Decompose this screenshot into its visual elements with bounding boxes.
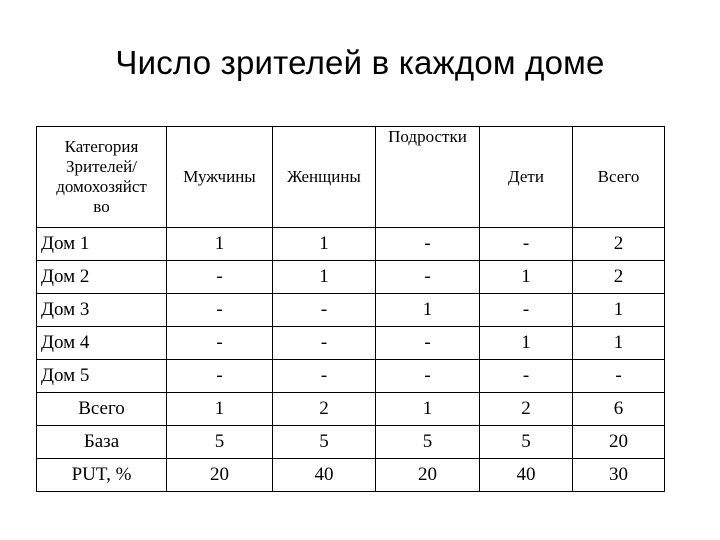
cell-women: - — [273, 294, 376, 327]
row-label: Дом 3 — [37, 294, 167, 327]
cell-kids: - — [480, 228, 573, 261]
cell-teens: - — [376, 360, 480, 393]
row-label: Дом 1 — [37, 228, 167, 261]
cell-men: - — [167, 294, 273, 327]
cell-men: - — [167, 327, 273, 360]
cell-men: 1 — [167, 228, 273, 261]
cell-teens: - — [376, 261, 480, 294]
cell-total: 2 — [573, 228, 665, 261]
cell-total: 20 — [573, 426, 665, 459]
header-men: Мужчины — [167, 127, 273, 228]
cell-teens: - — [376, 327, 480, 360]
table-row — [37, 294, 665, 327]
cell-teens: - — [376, 228, 480, 261]
page-title: Число зрителей в каждом доме — [115, 44, 605, 81]
cell-women: 1 — [273, 261, 376, 294]
cell-total: 6 — [573, 393, 665, 426]
header-teens: Подростки — [376, 127, 480, 228]
cell-teens: 20 — [376, 459, 480, 492]
cell-total: 30 — [573, 459, 665, 492]
row-label: Всего — [37, 393, 167, 426]
cell-kids: 1 — [480, 261, 573, 294]
viewers-table — [36, 126, 665, 492]
cell-women: - — [273, 327, 376, 360]
table-header-row — [37, 127, 665, 228]
cell-men: - — [167, 360, 273, 393]
cell-men: 20 — [167, 459, 273, 492]
cell-women: 5 — [273, 426, 376, 459]
cell-teens: 1 — [376, 393, 480, 426]
row-label: PUT, % — [37, 459, 167, 492]
row-label: Дом 5 — [37, 360, 167, 393]
header-category: Категория Зрителей/ домохозяйст во — [37, 127, 167, 228]
cell-kids: 40 — [480, 459, 573, 492]
cell-men: 1 — [167, 393, 273, 426]
table-row — [37, 261, 665, 294]
header-women: Женщины — [273, 127, 376, 228]
row-label: Дом 2 — [37, 261, 167, 294]
table-row-put — [37, 459, 665, 492]
cell-kids: - — [480, 360, 573, 393]
cell-women: 40 — [273, 459, 376, 492]
cell-kids: 5 — [480, 426, 573, 459]
cell-teens: 1 — [376, 294, 480, 327]
row-label: Дом 4 — [37, 327, 167, 360]
cell-women: - — [273, 360, 376, 393]
header-kids: Дети — [480, 127, 573, 228]
cell-total: 2 — [573, 261, 665, 294]
cell-women: 1 — [273, 228, 376, 261]
cell-total: - — [573, 360, 665, 393]
table-row — [37, 228, 665, 261]
row-label: База — [37, 426, 167, 459]
cell-total: 1 — [573, 294, 665, 327]
cell-women: 2 — [273, 393, 376, 426]
cell-men: 5 — [167, 426, 273, 459]
header-total: Всего — [573, 127, 665, 228]
table-row-base — [37, 426, 665, 459]
cell-total: 1 — [573, 327, 665, 360]
cell-kids: - — [480, 294, 573, 327]
cell-kids: 2 — [480, 393, 573, 426]
table-row — [37, 360, 665, 393]
cell-men: - — [167, 261, 273, 294]
table-row-total — [37, 393, 665, 426]
cell-kids: 1 — [480, 327, 573, 360]
table-row — [37, 327, 665, 360]
cell-teens: 5 — [376, 426, 480, 459]
